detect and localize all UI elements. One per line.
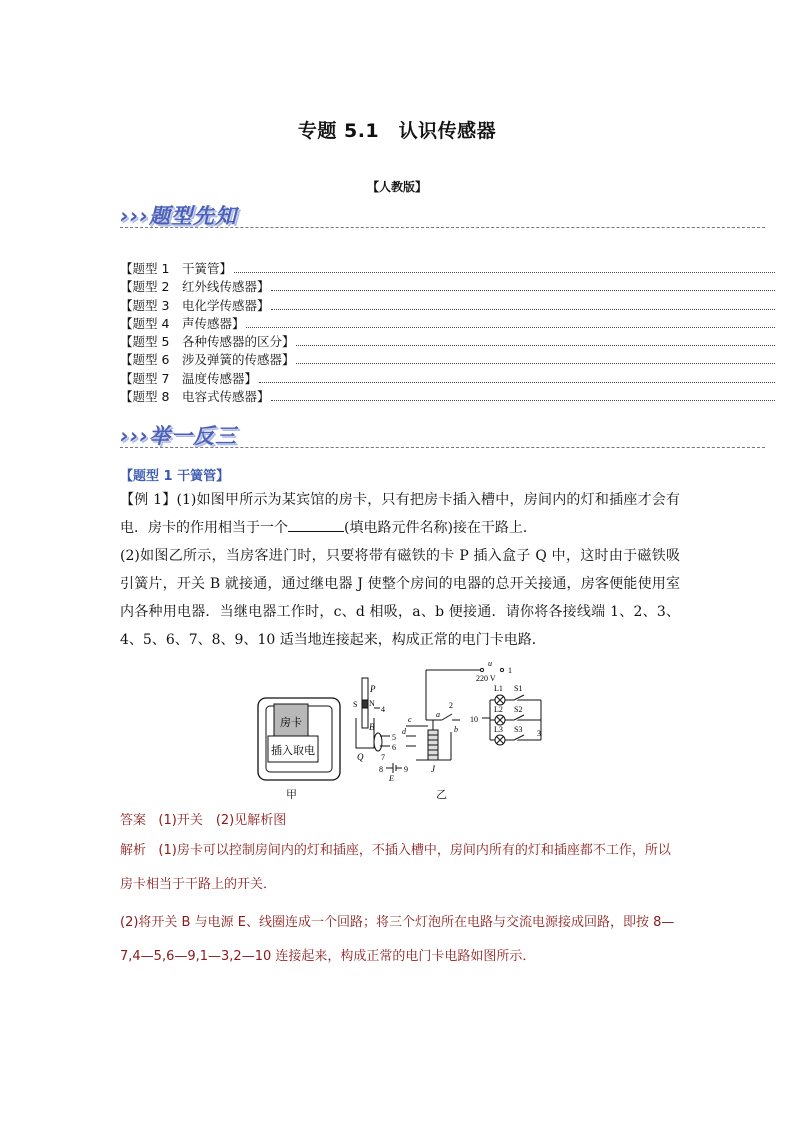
terminal-1: 1 — [508, 666, 512, 675]
toc-leader-dots — [234, 272, 775, 273]
switch-S1-label: S1 — [514, 684, 523, 693]
label-N: N — [369, 699, 375, 708]
circuit-figure — [256, 660, 546, 805]
preview-banner — [120, 200, 765, 230]
preview-banner-title: ›››题型先知 — [120, 204, 237, 228]
terminal-7: 7 — [381, 753, 385, 762]
edition-label: 【人教版】 — [366, 180, 427, 194]
terminal-4: 4 — [381, 705, 385, 714]
voltage-label: 220 V — [476, 674, 496, 683]
terminal-3: 3 — [537, 729, 541, 738]
toc-item[interactable] — [120, 370, 775, 388]
answer-line — [120, 809, 286, 828]
toc-item[interactable] — [120, 260, 775, 278]
toc-item-number: 【题型 6 — [120, 352, 182, 368]
switch-S2-label: S2 — [514, 705, 523, 714]
label-b: b — [454, 725, 458, 734]
fill-in-blank — [288, 517, 344, 532]
toc-item-number: 【题型 1 — [120, 261, 182, 276]
toc-item[interactable] — [120, 297, 775, 315]
label-Q: Q — [357, 752, 364, 762]
ac-source — [480, 668, 503, 671]
toc-item-title: 声传感器】 — [181, 315, 245, 331]
toc-item[interactable] — [120, 351, 775, 369]
toc-item-number: 【题型 4 — [120, 315, 182, 331]
example-text-after-blank: (填电路元件名称)接在干路上． — [344, 520, 537, 536]
label-J: J — [431, 764, 435, 774]
ac-symbol: u — [488, 660, 492, 668]
toc-item-title: 电化学传感器】 — [181, 297, 270, 313]
toc-leader-dots — [296, 345, 775, 346]
terminal-8: 8 — [379, 765, 383, 774]
toc-item-number: 【题型 8 — [120, 389, 182, 405]
toc-item[interactable] — [120, 333, 775, 351]
toc-item-number: 【题型 7 — [120, 370, 182, 386]
toc-leader-dots — [271, 290, 775, 291]
battery-symbol — [386, 763, 402, 773]
label-S: S — [353, 700, 358, 709]
toc-leader-dots — [271, 309, 775, 310]
example-text-before-blank: 【例 1】(1)如图甲所示为某宾馆的房卡，只有把房卡插入槽中，房间内的灯和插座才会有电．房卡的作用相当于一个 — [120, 492, 680, 536]
terminal-6: 6 — [392, 743, 396, 752]
toc-leader-dots — [296, 363, 775, 364]
banner-divider — [120, 227, 765, 228]
page-title: 专题 5.1 认识传感器 — [297, 120, 497, 142]
answer-text: (1)开关 (2)见解析图 — [158, 813, 287, 828]
lamp-L2-label: L2 — [494, 705, 503, 714]
toc-item-number: 【题型 5 — [120, 334, 182, 350]
toc-item-number: 【题型 3 — [120, 297, 182, 313]
terminal-5: 5 — [392, 733, 396, 742]
lamp-L3-label: L3 — [494, 725, 503, 734]
slot-label: 插入取电 — [271, 745, 315, 757]
card-label: 房卡 — [280, 717, 302, 729]
lamp-L1-label: L1 — [494, 684, 503, 693]
toc-item[interactable] — [120, 278, 775, 296]
toc-leader-dots — [259, 382, 775, 383]
analysis-label: 解析 — [120, 843, 147, 858]
example-paragraph-2: (2)如图乙所示，当房客进门时，只要将带有磁铁的卡 P 插入盒子 Q 中，这时由于磁铁吸引簧片，开关 B 就接通，通过继电器 J 使整个房间的电器的总开关接通，房客便能使用室内各种用电器．当继电器工作时，c、d 相吸，a、b 便接通．请你将各接线端 1、2、3、4、5、6、7、8、9、10 适当地连接起来，构成正常的电门卡电路． — [120, 548, 680, 648]
switch-S3-label: S3 — [514, 725, 523, 734]
toc-item-title: 各种传感器的区分】 — [181, 334, 295, 350]
toc-item-title: 涉及弹簧的传感器】 — [181, 352, 295, 368]
toc-item[interactable] — [120, 315, 775, 333]
practice-banner — [120, 420, 765, 450]
label-d: d — [402, 727, 406, 736]
analysis-paragraph-1 — [120, 834, 680, 902]
analysis-paragraph-2: (2)将开关 B 与电源 E、线圈连成一个回路；将三个灯泡所在电路与交流电源接成回路，即按 8—7,4—5,6—9,1—3,2—10 连接起来，构成正常的电门卡电路如图所示． — [120, 915, 675, 964]
answer-label: 答案 — [120, 813, 147, 828]
toc-item[interactable] — [120, 388, 775, 406]
section-heading: 【题型 1 干簧管】 — [120, 469, 230, 484]
table-of-contents — [120, 260, 775, 406]
lamp-circuit — [482, 695, 541, 745]
label-E: E — [389, 774, 394, 783]
terminal-10: 10 — [470, 715, 478, 724]
label-a: a — [436, 710, 440, 719]
toc-leader-dots — [246, 327, 775, 328]
practice-banner-title: ›››举一反三 — [120, 424, 237, 448]
figure-caption-left: 甲 — [286, 788, 297, 801]
analysis-text-1: (1)房卡可以控制房间内的灯和插座，不插入槽中，房间内所有的灯和插座都不工作，所以房卡相当于干路上的开关． — [120, 843, 671, 892]
label-B: B — [369, 722, 375, 732]
toc-item-title: 干簧管】 — [181, 261, 232, 276]
banner-divider — [120, 447, 765, 448]
room-card-slot-figure — [258, 698, 340, 780]
example-paragraph-1 — [120, 486, 680, 542]
toc-item-number: 【题型 2 — [120, 279, 182, 295]
figure-caption-right: 乙 — [436, 788, 447, 801]
toc-item-title: 电容式传感器】 — [181, 389, 270, 405]
toc-item-title: 温度传感器】 — [181, 370, 257, 386]
toc-leader-dots — [271, 400, 775, 401]
terminal-2: 2 — [449, 701, 453, 710]
label-c: c — [408, 715, 412, 724]
terminal-9: 9 — [404, 765, 408, 774]
toc-item-title: 红外线传感器】 — [181, 279, 270, 295]
label-P: P — [370, 684, 376, 694]
